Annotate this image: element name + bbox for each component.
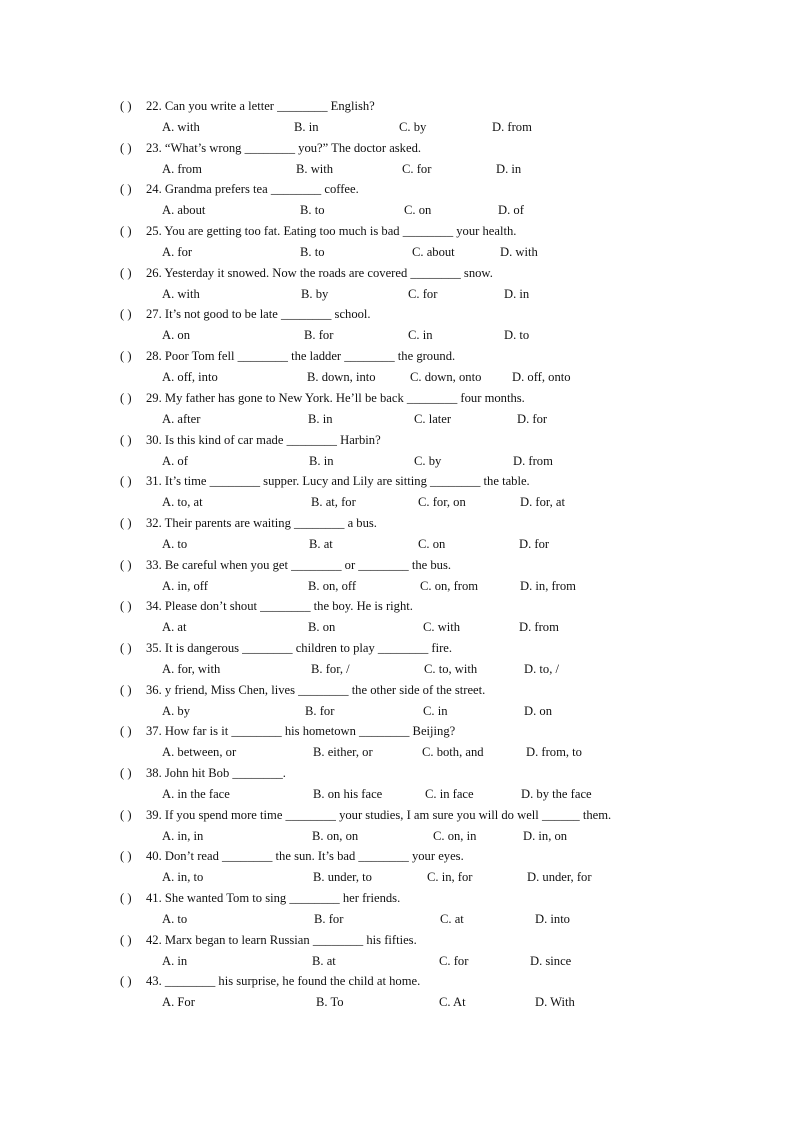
- question-34: [0, 596, 794, 638]
- option-a[interactable]: A. about: [162, 203, 206, 218]
- option-b[interactable]: B. for: [304, 328, 334, 343]
- question-stem: [120, 263, 493, 284]
- option-a[interactable]: A. in the face: [162, 787, 230, 801]
- option-a[interactable]: A. with: [162, 286, 200, 301]
- option-d[interactable]: D. With: [535, 995, 575, 1010]
- option-d[interactable]: D. from: [519, 620, 559, 635]
- question-22: [0, 96, 794, 138]
- question-24: [0, 179, 794, 221]
- answer-blank[interactable]: ( ): [120, 891, 132, 906]
- question-text: 40. Don’t read ________ the sun. It’s bad ________ your eyes.: [146, 849, 464, 864]
- question-stem: [120, 221, 516, 242]
- answer-blank[interactable]: ( ): [120, 932, 132, 947]
- option-a[interactable]: A. to: [162, 912, 188, 927]
- option-b[interactable]: B. down, into: [307, 370, 376, 385]
- option-c[interactable]: C. at: [440, 912, 464, 927]
- question-stem: [120, 805, 611, 826]
- option-a[interactable]: A. For: [162, 995, 195, 1010]
- option-c[interactable]: C. later: [414, 411, 452, 426]
- option-b[interactable]: B. to: [300, 203, 325, 218]
- option-a[interactable]: A. to, at: [162, 495, 203, 510]
- question-40: [0, 846, 794, 888]
- option-c[interactable]: C. on, from: [420, 578, 479, 593]
- option-a[interactable]: A. off, into: [162, 370, 218, 385]
- option-c[interactable]: C. for: [439, 953, 469, 968]
- option-a[interactable]: A. for, with: [162, 661, 221, 676]
- answer-blank[interactable]: ( ): [120, 766, 132, 780]
- option-c[interactable]: C. with: [423, 620, 461, 635]
- option-b[interactable]: B. either, or: [313, 745, 373, 760]
- question-stem: [120, 763, 286, 784]
- option-d[interactable]: D. from, to: [526, 745, 582, 760]
- answer-blank[interactable]: ( ): [120, 724, 132, 739]
- question-stem: [120, 888, 400, 909]
- option-b[interactable]: B. at, for: [311, 495, 356, 510]
- option-b[interactable]: B. on, on: [312, 828, 359, 843]
- question-text: 27. It’s not good to be late ________ school.: [146, 307, 371, 322]
- question-text: 33. Be careful when you get ________ or ________ the bus.: [146, 557, 451, 572]
- option-b[interactable]: B. in: [308, 411, 333, 426]
- question-32: [0, 513, 794, 555]
- option-d[interactable]: D. off, onto: [512, 370, 571, 385]
- option-a[interactable]: A. with: [162, 120, 200, 134]
- answer-blank[interactable]: ( ): [120, 599, 132, 614]
- question-stem: [120, 846, 464, 867]
- question-stem: [120, 304, 371, 325]
- question-stem: [120, 930, 417, 951]
- answer-blank[interactable]: ( ): [120, 99, 132, 113]
- answer-blank[interactable]: ( ): [120, 349, 132, 364]
- answer-blank[interactable]: ( ): [120, 432, 132, 447]
- answer-blank[interactable]: ( ): [120, 974, 132, 989]
- question-35: [0, 638, 794, 680]
- option-c[interactable]: C. on: [418, 536, 446, 551]
- option-d[interactable]: D. under, for: [527, 870, 592, 885]
- option-d[interactable]: D. since: [530, 953, 572, 968]
- question-text: 24. Grandma prefers tea ________ coffee.: [146, 182, 359, 197]
- option-a[interactable]: A. from: [162, 161, 202, 176]
- question-stem: [120, 138, 421, 159]
- option-b[interactable]: B. in: [294, 120, 319, 134]
- question-stem: [120, 179, 359, 200]
- option-d[interactable]: D. with: [500, 245, 538, 260]
- question-stem: [120, 680, 485, 701]
- question-text: 26. Yesterday it snowed. Now the roads are covered ________ snow.: [146, 265, 493, 280]
- answer-blank[interactable]: ( ): [120, 515, 132, 530]
- question-stem: [120, 513, 377, 534]
- option-d[interactable]: D. in: [504, 286, 530, 301]
- question-text: 25. You are getting too fat. Eating too much is bad ________ your health.: [146, 224, 517, 239]
- option-b[interactable]: B. with: [296, 161, 334, 176]
- question-text: 37. How far is it ________ his hometown ________ Beijing?: [146, 724, 456, 739]
- option-b[interactable]: B. in: [309, 453, 334, 468]
- answer-blank[interactable]: ( ): [120, 557, 132, 572]
- question-25: [0, 221, 794, 263]
- question-42: [0, 930, 794, 972]
- option-d[interactable]: D. by the face: [521, 787, 592, 801]
- answer-blank[interactable]: ( ): [120, 307, 132, 322]
- option-d[interactable]: D. for: [517, 411, 548, 426]
- option-b[interactable]: B. To: [316, 995, 344, 1010]
- option-d[interactable]: D. for, at: [520, 495, 565, 510]
- option-c[interactable]: C. by: [399, 120, 427, 134]
- option-b[interactable]: B. to: [300, 245, 325, 260]
- option-d[interactable]: D. into: [535, 912, 570, 927]
- option-d[interactable]: D. in: [496, 161, 522, 176]
- option-c[interactable]: C. to, with: [424, 661, 478, 676]
- question-text: 29. My father has gone to New York. He’ll be back ________ four months.: [146, 390, 525, 405]
- option-c[interactable]: C. down, onto: [410, 370, 482, 385]
- option-d[interactable]: D. on: [524, 703, 552, 718]
- option-c[interactable]: C. in, for: [427, 870, 473, 885]
- question-30: [0, 430, 794, 472]
- question-stem: [120, 346, 455, 367]
- option-b[interactable]: B. for: [305, 703, 335, 718]
- option-b[interactable]: B. at: [309, 536, 333, 551]
- option-c[interactable]: C. in: [423, 703, 448, 718]
- option-c[interactable]: C. about: [412, 245, 455, 260]
- question-text: 35. It is dangerous ________ children to play ________ fire.: [146, 640, 453, 655]
- option-d[interactable]: D. in, from: [520, 578, 576, 593]
- answer-blank[interactable]: ( ): [120, 807, 132, 822]
- option-b[interactable]: B. at: [312, 953, 336, 968]
- option-b[interactable]: B. by: [301, 286, 329, 301]
- answer-blank[interactable]: ( ): [120, 390, 132, 405]
- answer-blank[interactable]: ( ): [120, 682, 132, 697]
- option-a[interactable]: A. in, to: [162, 870, 204, 885]
- question-41: [0, 888, 794, 930]
- answer-blank[interactable]: ( ): [120, 640, 132, 655]
- question-text: 22. Can you write a letter ________ English?: [146, 99, 375, 113]
- option-a[interactable]: A. at: [162, 620, 187, 635]
- option-b[interactable]: B. on: [308, 620, 336, 635]
- option-a[interactable]: A. in, off: [162, 578, 208, 593]
- option-b[interactable]: B. on, off: [308, 578, 357, 593]
- option-c[interactable]: C. for, on: [418, 495, 466, 510]
- answer-blank[interactable]: ( ): [120, 849, 132, 864]
- option-c[interactable]: C. both, and: [422, 745, 484, 760]
- question-stem: [120, 388, 525, 409]
- option-c[interactable]: C. on, in: [433, 828, 477, 843]
- option-a[interactable]: A. in, in: [162, 828, 204, 843]
- option-d[interactable]: D. from: [492, 120, 532, 134]
- option-c[interactable]: C. in face: [425, 787, 474, 801]
- option-c[interactable]: C. on: [404, 203, 432, 218]
- question-31: [0, 471, 794, 513]
- question-stem: [120, 596, 413, 617]
- question-text: 31. It’s time ________ supper. Lucy and Lily are sitting ________ the table.: [146, 474, 530, 489]
- option-c[interactable]: C. by: [414, 453, 442, 468]
- option-a[interactable]: A. between, or: [162, 745, 237, 760]
- option-a[interactable]: A. in: [162, 953, 188, 968]
- option-b[interactable]: B. for: [314, 912, 344, 927]
- option-b[interactable]: B. on his face: [313, 787, 383, 801]
- option-a[interactable]: A. of: [162, 453, 188, 468]
- question-stem: [120, 96, 375, 117]
- option-a[interactable]: A. on: [162, 328, 190, 343]
- answer-blank[interactable]: ( ): [120, 224, 132, 239]
- question-stem: [120, 430, 381, 451]
- question-text: 41. She wanted Tom to sing ________ her friends.: [146, 891, 401, 906]
- question-stem: [120, 971, 420, 992]
- question-text: 32. Their parents are waiting ________ a bus.: [146, 515, 377, 530]
- question-text: 38. John hit Bob ________.: [146, 766, 286, 780]
- answer-blank[interactable]: ( ): [120, 474, 132, 489]
- option-d[interactable]: D. from: [513, 453, 553, 468]
- option-c[interactable]: C. for: [402, 161, 432, 176]
- question-23: [0, 138, 794, 180]
- question-26: [0, 263, 794, 305]
- question-39: [0, 805, 794, 847]
- answer-blank[interactable]: ( ): [120, 182, 132, 197]
- question-stem: [120, 471, 530, 492]
- question-stem: [120, 638, 452, 659]
- option-c[interactable]: C. At: [439, 995, 466, 1010]
- question-text: 34. Please don’t shout ________ the boy. He is right.: [146, 599, 413, 614]
- question-37: [0, 721, 794, 763]
- option-d[interactable]: D. of: [498, 203, 524, 218]
- question-text: 28. Poor Tom fell ________ the ladder ________ the ground.: [146, 349, 456, 364]
- question-text: 23. “What’s wrong ________ you?” The doctor asked.: [146, 140, 422, 155]
- question-text: 30. Is this kind of car made ________ Harbin?: [146, 432, 381, 447]
- option-a[interactable]: A. for: [162, 245, 193, 260]
- question-stem: [120, 721, 455, 742]
- question-stem: [120, 555, 451, 576]
- answer-blank[interactable]: ( ): [120, 265, 132, 280]
- question-36: [0, 680, 794, 722]
- option-d[interactable]: D. to: [504, 328, 530, 343]
- option-d[interactable]: D. to, /: [524, 661, 559, 676]
- option-d[interactable]: D. in, on: [523, 828, 568, 843]
- question-33: [0, 555, 794, 597]
- option-c[interactable]: C. in: [408, 328, 433, 343]
- option-d[interactable]: D. for: [519, 536, 550, 551]
- option-c[interactable]: C. for: [408, 286, 438, 301]
- question-text: 43. ________ his surprise, he found the child at home.: [146, 974, 421, 989]
- option-a[interactable]: A. by: [162, 703, 190, 718]
- question-29: [0, 388, 794, 430]
- question-28: [0, 346, 794, 388]
- question-38: [0, 763, 794, 805]
- question-text: 39. If you spend more time ________ your studies, I am sure you will do well ______ them.: [146, 807, 612, 822]
- option-b[interactable]: B. for, /: [311, 661, 350, 676]
- question-sheet: [0, 96, 794, 1013]
- question-text: 36. y friend, Miss Chen, lives ________ the other side of the street.: [146, 682, 486, 697]
- option-a[interactable]: A. after: [162, 411, 201, 426]
- option-b[interactable]: B. under, to: [313, 870, 372, 885]
- question-43: [0, 971, 794, 1013]
- option-a[interactable]: A. to: [162, 536, 188, 551]
- question-text: 42. Marx began to learn Russian ________ his fifties.: [146, 932, 417, 947]
- question-27: [0, 304, 794, 346]
- answer-blank[interactable]: ( ): [120, 140, 132, 155]
